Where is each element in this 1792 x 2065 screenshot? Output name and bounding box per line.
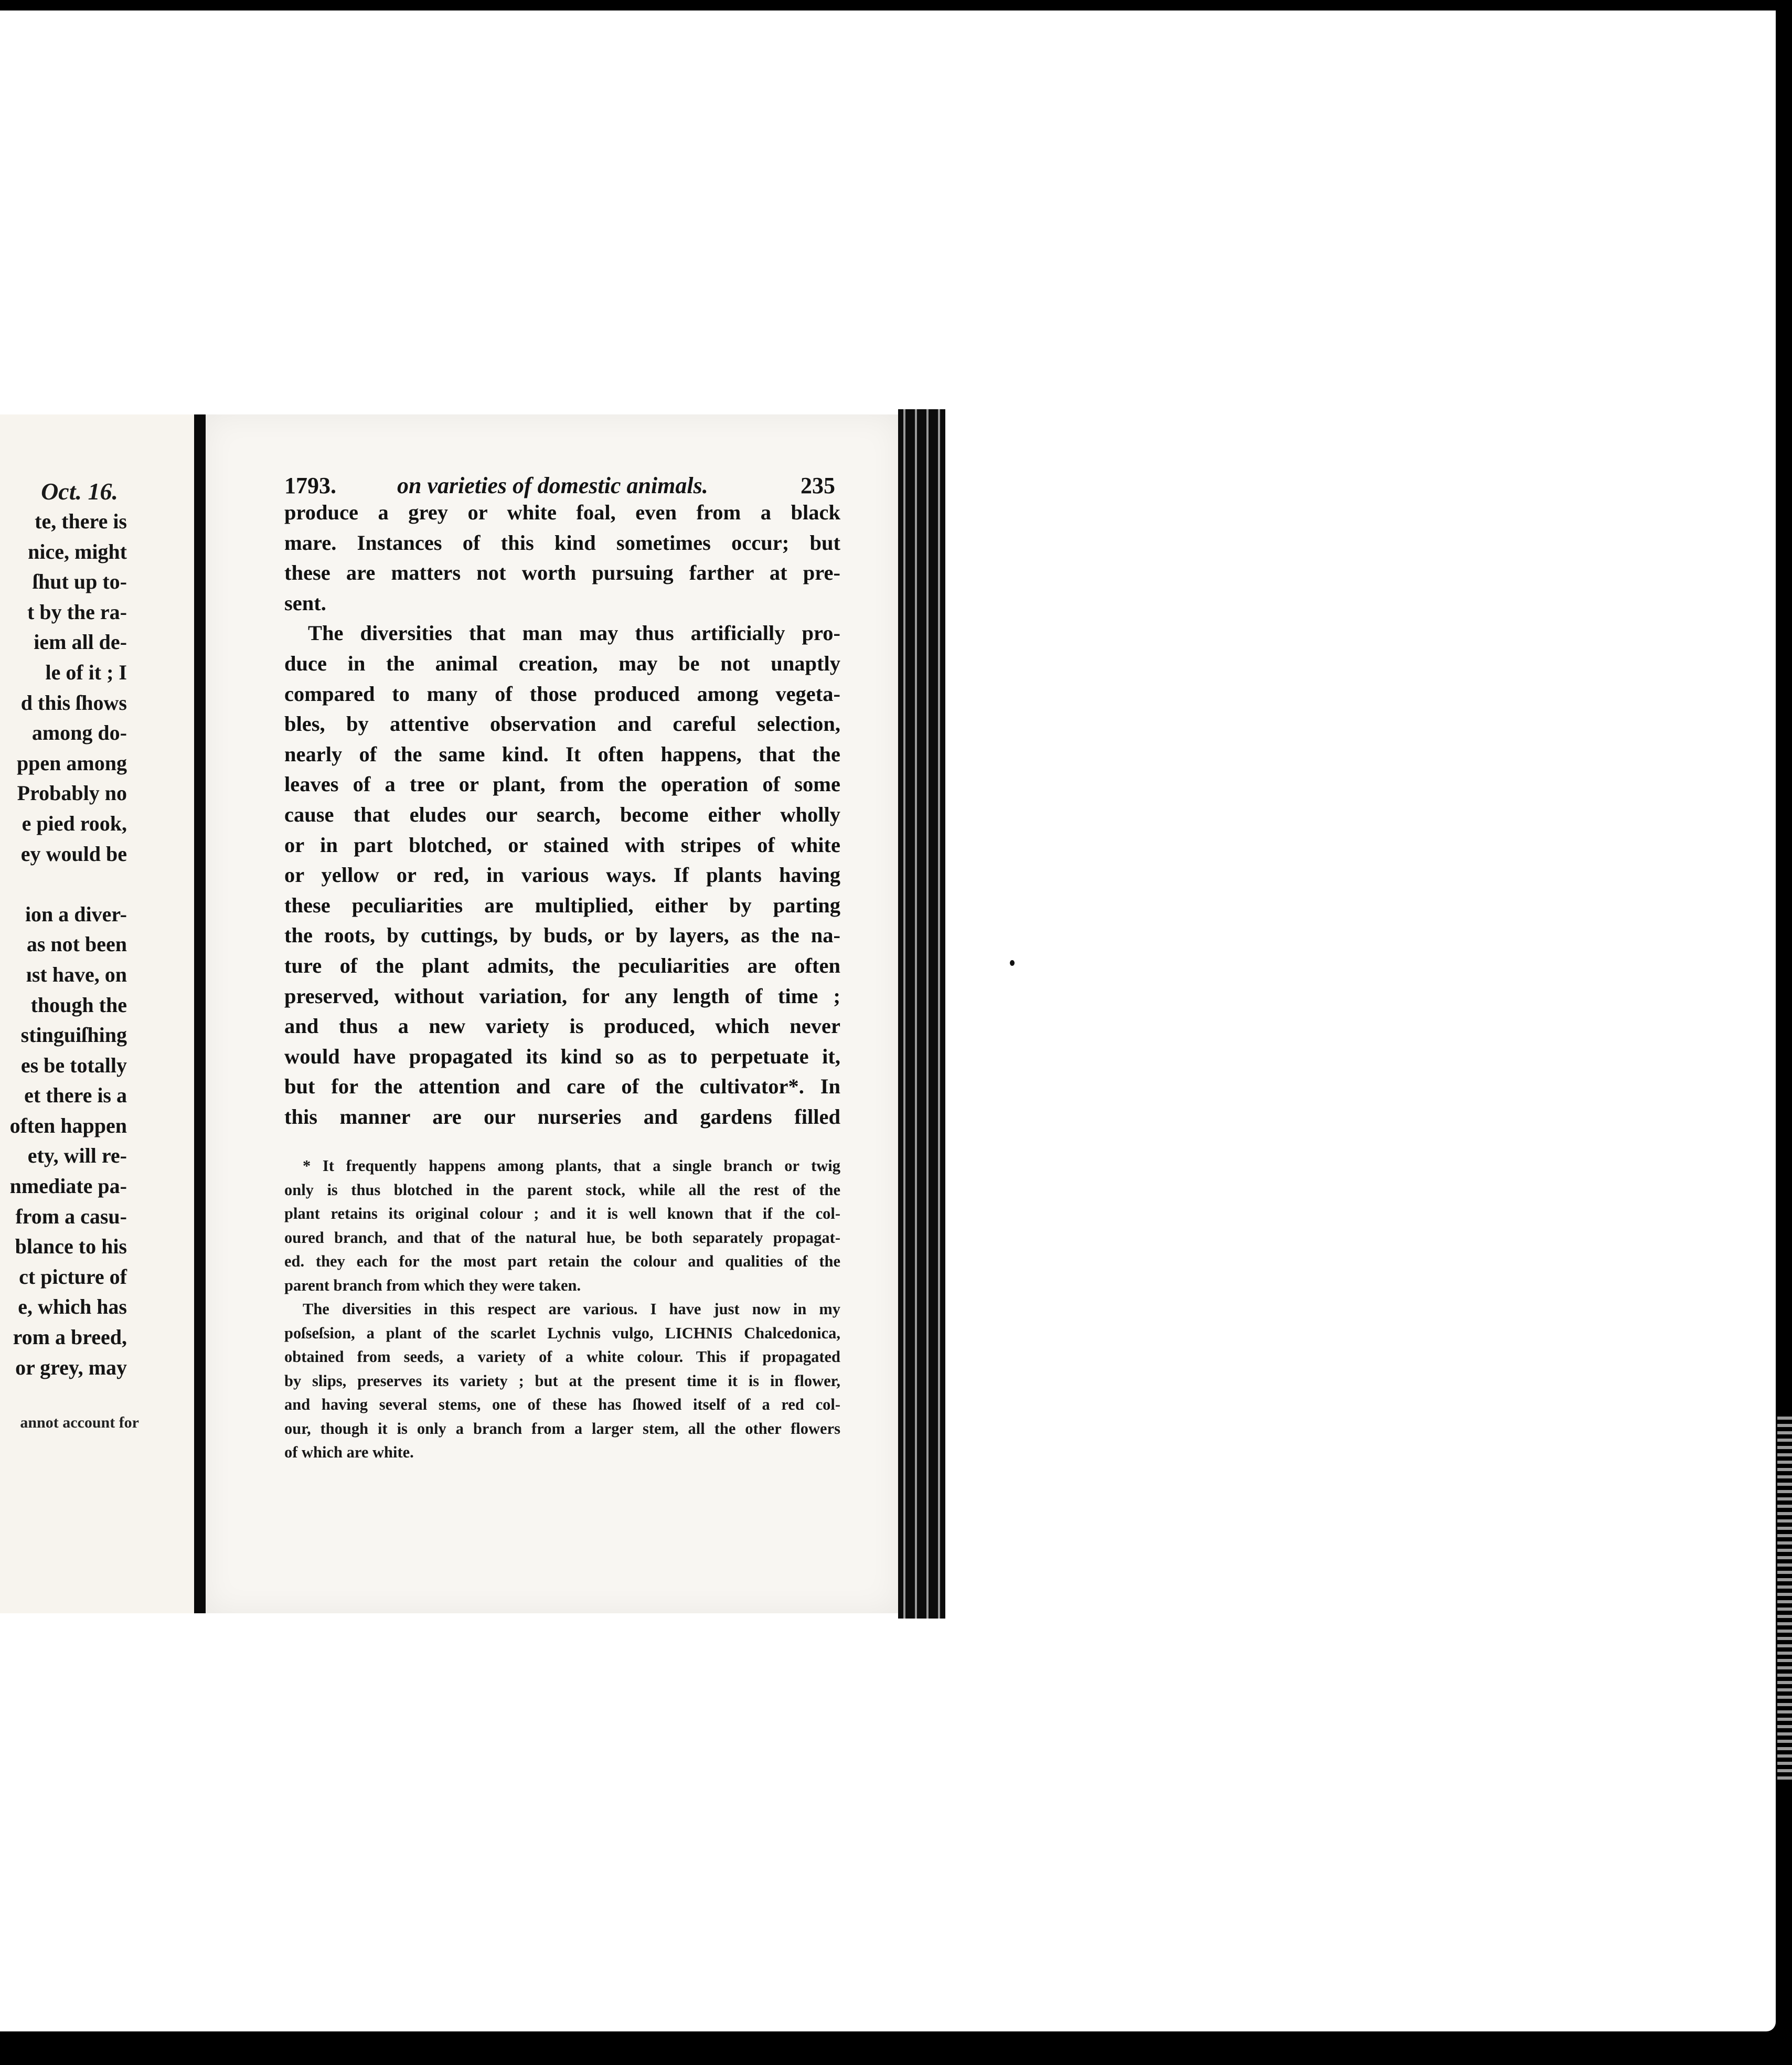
text-line: nice, might <box>28 539 127 563</box>
text-line: ture of the plant admits, the peculiarities are often <box>284 953 840 977</box>
text-line: mare. Instances of this kind sometimes occur; but <box>284 530 840 555</box>
running-head-title: on varieties of domestic animals. <box>397 473 708 498</box>
text-line: e, which has <box>18 1295 127 1319</box>
text-line: but for the attention and care of the cultivator*. In <box>284 1074 840 1099</box>
text-line: nmediate pa- <box>9 1174 127 1198</box>
right-page <box>206 414 898 1613</box>
footnote-line: * It frequently happens among plants, that a single branch or twig <box>303 1157 840 1175</box>
text-line: d this ſhows <box>20 690 127 715</box>
text-line: blance to his <box>15 1234 127 1259</box>
text-line: Probably no <box>17 781 127 805</box>
text-line: though the <box>30 993 127 1017</box>
text-line: cause that eludes our search, become either wholly <box>284 802 840 826</box>
text-line: and thus a new variety is produced, which never <box>284 1014 840 1038</box>
left-running-head: Oct. 16. <box>41 478 118 505</box>
text-line: often happen <box>9 1113 127 1137</box>
text-line: ſhut up to- <box>32 570 127 594</box>
left-footnote-fragment: annot account for <box>20 1414 139 1431</box>
text-line: bles, by attentive observation and careful selection, <box>284 712 840 736</box>
text-line: t by the ra- <box>27 600 127 624</box>
footnote-line: parent branch from which they were taken. <box>284 1276 581 1294</box>
book-spine <box>194 414 206 1613</box>
page-number: 235 <box>801 473 835 498</box>
running-head-year: 1793. <box>284 473 336 498</box>
text-line: ion a diver- <box>25 902 127 926</box>
text-line: iem all de- <box>34 630 127 654</box>
ink-speck <box>1010 960 1015 966</box>
footnote-line: obtained from seeds, a variety of a white colour. This if propagated <box>284 1348 840 1366</box>
text-line: as not been <box>26 932 127 956</box>
footnote-line: only is thus blotched in the parent stock, while all the rest of the <box>284 1180 840 1199</box>
text-line: compared to many of those produced among vegeta- <box>284 682 840 706</box>
footnote-line: ed. they each for the most part retain the colour and qualities of the <box>284 1252 840 1270</box>
body-text <box>284 497 840 1132</box>
text-line: ey would be <box>20 842 127 866</box>
footnote-line: oured branch, and that of the natural hue, be both separately propagat- <box>284 1228 840 1247</box>
text-line: ppen among <box>16 751 127 775</box>
text-line: or in part blotched, or stained with stripes of white <box>284 833 840 857</box>
text-line: from a casu- <box>15 1204 127 1228</box>
text-line: sent. <box>284 591 326 615</box>
text-line: leaves of a tree or plant, from the operation of some <box>284 772 840 796</box>
footnote-line: The diversities in this respect are various. I have just now in my <box>303 1300 840 1318</box>
text-line: or grey, may <box>15 1355 127 1379</box>
text-line: rom a breed, <box>13 1325 127 1349</box>
text-line: le of it ; I <box>45 660 127 684</box>
text-line: ıst have, on <box>26 962 127 986</box>
text-line: these peculiarities are multiplied, either by parting <box>284 893 840 917</box>
text-line: this manner are our nurseries and gardens filled <box>284 1104 840 1129</box>
footnote-line: our, though it is only a branch from a larger stem, all the other flowers <box>284 1419 840 1438</box>
text-line: e pied rook, <box>22 811 127 835</box>
footnote-line: and having several stems, one of these has ſhowed itself of a red col- <box>284 1396 840 1413</box>
left-page-text <box>0 506 127 1382</box>
left-page <box>0 414 194 1613</box>
paragraph-gap <box>0 869 127 899</box>
footnote-line: plant retains its original colour ; and it is well known that if the col- <box>284 1205 840 1222</box>
text-line: nearly of the same kind. It often happens, that the <box>284 742 840 766</box>
footnotes <box>284 1154 840 1465</box>
text-line: these are matters not worth pursuing farther at pre- <box>284 561 840 585</box>
scan-edge-artifact <box>1777 1417 1792 1784</box>
text-line: ety, will re- <box>27 1144 127 1168</box>
text-line: ct picture of <box>19 1264 127 1289</box>
page-edges <box>898 409 945 1619</box>
text-line: produce a grey or white foal, even from a black <box>284 501 840 524</box>
text-line: et there is a <box>24 1083 127 1108</box>
text-line: or yellow or red, in various ways. If plants having <box>284 863 840 887</box>
text-line: would have propagated its kind so as to perpetuate it, <box>284 1044 840 1068</box>
text-line: te, there is <box>35 509 127 533</box>
text-line: The diversities that man may thus artificially pro- <box>308 621 840 645</box>
footnote-line: by slips, preserves its variety ; but at the present time it is in flower, <box>284 1371 840 1390</box>
text-line: preserved, without variation, for any length of time ; <box>284 984 840 1008</box>
text-line: among do- <box>31 721 127 745</box>
text-line: es be totally <box>20 1053 127 1077</box>
text-line: the roots, by cuttings, by buds, or by layers, as the na- <box>284 923 840 948</box>
footnote-line: of which are white. <box>284 1443 414 1461</box>
footnote-line: poſseſsion, a plant of the scarlet Lychnis vulgo, LICHNIS Chalcedonica, <box>284 1324 840 1342</box>
text-line: duce in the animal creation, may be not unaptly <box>284 651 840 675</box>
text-line: stinguiſhing <box>20 1023 127 1047</box>
